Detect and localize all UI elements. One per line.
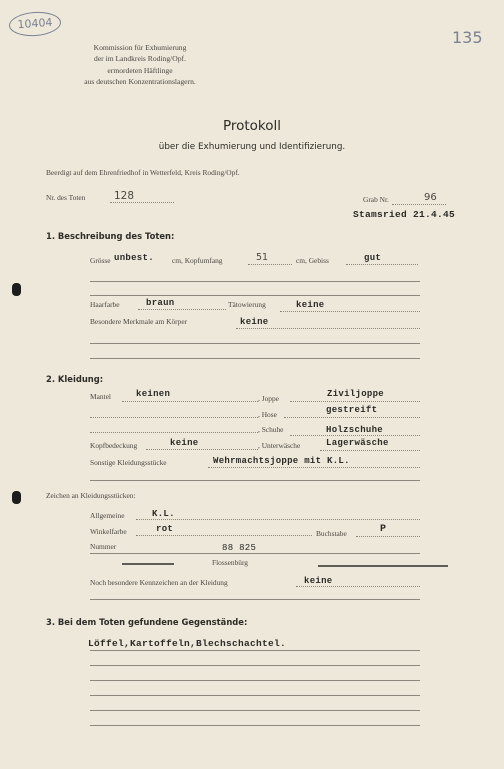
underwear-label: , Unterwäsche [258, 441, 301, 450]
shoes-value: Holzschuhe [326, 425, 384, 435]
dead-number-label: Nr. des Toten [46, 193, 86, 202]
commission-line-1: Kommission für Exhumierung [93, 43, 187, 52]
commission-header [45, 42, 235, 87]
struck-out-text-left [122, 558, 174, 567]
head-circumference-label: cm, Kopfumfang [172, 256, 223, 265]
head-circumference-value: 51 [256, 252, 269, 263]
commission-line-3: ermordeten Häftlinge [107, 65, 173, 75]
general-mark-label: Allgemeine [90, 511, 125, 520]
jacket-label: , Joppe [258, 394, 279, 403]
camp-name: Flossenbürg [212, 558, 249, 567]
tattoo-value: keine [296, 300, 325, 310]
binder-hole-top [12, 283, 21, 296]
height-value: unbest. [114, 253, 154, 263]
triangle-color-value: rot [156, 524, 174, 534]
triangle-color-label: Winkelfarbe [90, 527, 127, 536]
general-mark-value: K.L. [152, 509, 175, 519]
section-1-heading: 1. Beschreibung des Toten: [46, 231, 175, 241]
section-2-heading: 2. Kleidung: [46, 374, 104, 384]
burial-place: Beerdigt auf dem Ehrenfriedhof in Wetterfeld, Kreis Roding/Opf. [46, 168, 240, 177]
trousers-label: , Hose [258, 410, 277, 419]
shoes-label: , Schuhe [258, 425, 284, 434]
archive-number-stamp [8, 10, 62, 38]
grave-number-value: 96 [424, 192, 437, 203]
found-items-value: Löffel,Kartoffeln,Blechschachtel. [88, 638, 287, 649]
tattoo-label: Tätowierung [228, 300, 266, 309]
page-number: 135 [452, 28, 483, 47]
commission-line-4: aus deutschen Konzentrationslagern. [84, 76, 196, 86]
dentition-label: cm, Gebiss [296, 256, 329, 265]
clothing-marks-label: Zeichen an Kleidungsstücken: [46, 491, 136, 500]
other-clothing-label: Sonstige Kleidungsstücke [90, 458, 167, 467]
dentition-value: gut [364, 253, 382, 263]
letter-label: Buchstabe [316, 529, 347, 538]
dead-number-value: 128 [114, 190, 135, 202]
other-marks-value: keine [304, 576, 333, 586]
page-subtitle: über die Exhumierung und Identifizierung. [158, 142, 346, 152]
commission-line-2: der im Landkreis Roding/Opf. [94, 54, 186, 64]
section-3-heading: 3. Bei dem Toten gefundene Gegenstände: [46, 617, 248, 627]
struck-out-text-right [318, 560, 448, 569]
number-value: 88 825 [222, 543, 257, 553]
archive-number: 10404 [17, 15, 53, 32]
stamsried-date: Stamsried 21.4.45 [353, 209, 456, 220]
hair-color-value: braun [146, 298, 175, 308]
headwear-value: keine [170, 438, 199, 448]
trousers-value: gestreift [326, 405, 378, 415]
underwear-value: Lagerwäsche [326, 438, 389, 448]
page-title: Protokoll [222, 118, 282, 134]
special-marks-value: keine [240, 317, 269, 327]
number-label: Nummer [90, 542, 117, 551]
special-marks-label: Besondere Merkmale am Körper [90, 317, 188, 326]
other-clothing-value: Wehrmachtsjoppe mit K.L. [213, 456, 350, 466]
grave-number-label: Grab Nr. [363, 195, 389, 204]
jacket-value: Ziviljoppe [327, 389, 385, 399]
headwear-label: Kopfbedeckung [90, 441, 138, 450]
height-label: Grösse [90, 256, 111, 265]
binder-hole-bottom [12, 491, 21, 504]
other-marks-label: Noch besondere Kennzeichen an der Kleidung [90, 578, 228, 587]
letter-value: P [380, 524, 387, 535]
coat-label: Mantel [90, 392, 111, 401]
coat-value: keinen [136, 389, 171, 399]
hair-color-label: Haarfarbe [90, 300, 120, 309]
